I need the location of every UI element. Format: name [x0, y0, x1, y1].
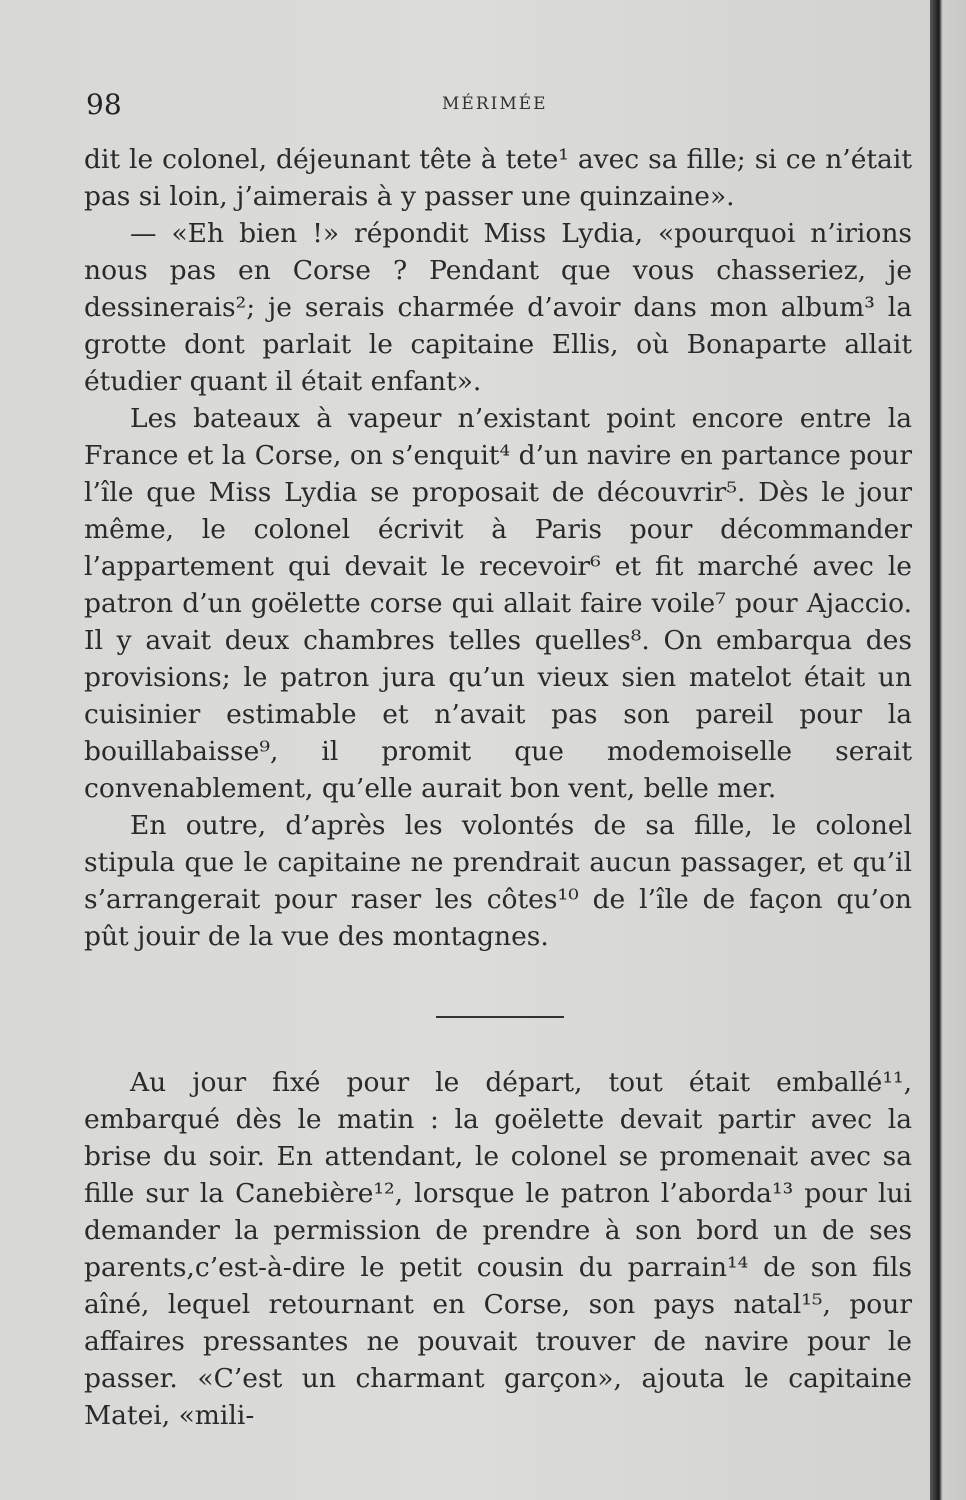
page-number: 98 [86, 88, 122, 121]
paragraph-2: — «Eh bien !» répondit Miss Lydia, «pourquoi n’irions nous pas en Corse ? Pendant que vous chasseriez, je dessinerais²; je serais charmée d’avoir dans mon album³ la grotte dont parlait le capitaine Ellis, où Bonaparte allait étudier quant il était enfant». [84, 218, 912, 397]
section-separator [436, 1016, 564, 1018]
page-header [86, 86, 916, 122]
running-title: MÉRIMÉE [442, 94, 548, 114]
page-gutter [930, 0, 966, 1500]
text-block-top [84, 141, 912, 955]
paragraph-1: dit le colonel, déjeunant tête à tete¹ avec sa fille; si ce n’était pas si loin, j’aimerais à y passer une quinzaine». [84, 144, 912, 212]
paragraph-3: Les bateaux à vapeur n’existant point encore entre la France et la Corse, on s’enquit⁴ d’un navire en partance pour l’île que Miss Lydia se proposait de découvrir⁵. Dès le jour même, le colonel écrivit à Paris pour décommander l’appartement qui devait le recevoir⁶ et fit marché avec le patron d’un goëlette corse qui allait faire voile⁷ pour Ajaccio. Il y avait deux chambres telles quelles⁸. On embarqua des provisions; le patron jura qu’un vieux sien matelot était un cuisinier estimable et n’avait pas son pareil pour la bouillabaisse⁹, il promit que modemoiselle serait convenablement, qu’elle aurait bon vent, belle mer. [84, 403, 912, 804]
paragraph-4: En outre, d’après les volontés de sa fille, le colonel stipula que le capitaine ne prendrait aucun passager, et qu’il s’arrangerait pour raser les côtes¹⁰ de l’île de façon qu’on pût jouir de la vue des montagnes. [84, 810, 912, 952]
text-block-bottom [84, 1064, 912, 1434]
paragraph-5: Au jour fixé pour le départ, tout était emballé¹¹, embarqué dès le matin : la goëlette devait partir avec la brise du soir. En attendant, le colonel se promenait avec sa fille sur la Canebière¹², lorsque le patron l’aborda¹³ pour lui demander la permission de prendre à son bord un de ses parents,c’est-à-dire le petit cousin du parrain¹⁴ de son fils aîné, lequel retournant en Corse, son pays natal¹⁵, pour affaires pressantes ne pouvait trouver de navire pour le passer. «C’est un charmant garçon», ajouta le capitaine Matei, «mili- [84, 1067, 912, 1431]
